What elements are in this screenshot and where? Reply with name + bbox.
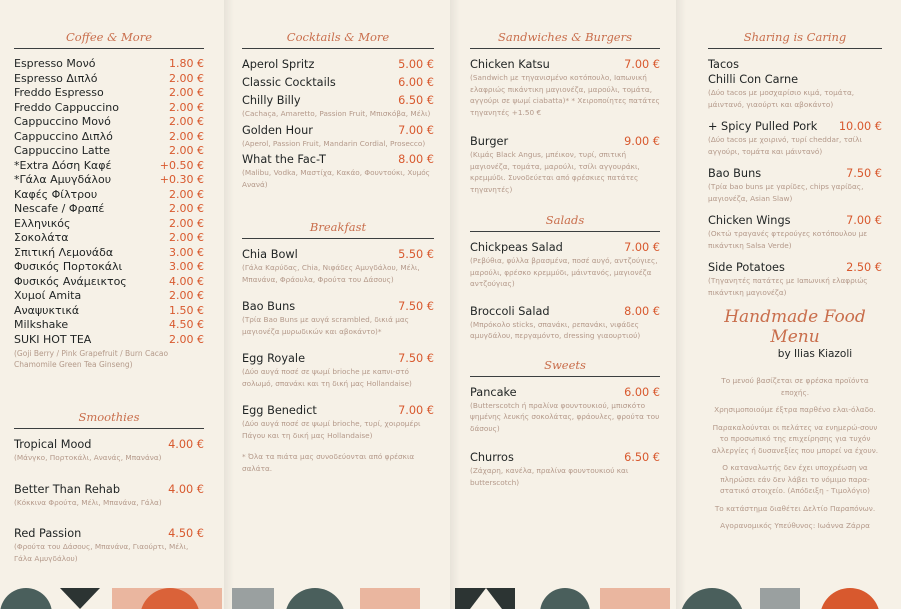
item-price: 8.00 € (624, 304, 660, 318)
item-description: (Δύο tacos με μοσχαρίσιο κιμά, τομάτα, μάιντανό, γιαούρτι και αβοκάντο) (708, 88, 855, 109)
item-price: +0.30 € (159, 173, 204, 186)
menu-item (470, 57, 660, 118)
decor-block (232, 588, 274, 609)
menu-item (242, 403, 434, 441)
menu-item (242, 123, 434, 150)
item-price: 8.00 € (398, 153, 434, 166)
item-description: (Τηγανητές πατάτες με Ιαπωνική ελαφριώς πικάντικη μαγιονέζα) (708, 276, 868, 297)
item-description: (Cachaça, Amaretto, Passion Fruit, Μπισκόβα, Μέλι) (242, 109, 431, 118)
item-description: (Sandwich με τηγανισμένο κοτόπουλο, Ιαπωνική ελαφριώς πικάντικη μαγιονέζα, μαρούλι, τομάτα, αγγούρι σε ψωμί ciabatta)* * Χειροποίητες πατάτες τηγανητές +1.50 € (470, 73, 660, 117)
menu-item (14, 304, 204, 319)
column-sharing (708, 28, 882, 538)
item-name: + Spicy Pulled Pork (708, 120, 818, 133)
menu-item (14, 130, 204, 145)
item-title-row (470, 240, 660, 255)
item-title-row (242, 123, 434, 138)
menu-item (14, 318, 204, 333)
item-title-row (470, 385, 660, 400)
item-title-row (242, 247, 434, 262)
coffee-list (14, 57, 204, 347)
coffee-heading: Coffee & More (65, 30, 153, 44)
item-name: Chicken Wings (708, 214, 791, 227)
menu-item (14, 86, 204, 101)
item-name: Chilly Billy (242, 94, 301, 107)
item-description: (Γάλα Καρύδας, Chia, Νιφάδες Αμυγδάλου, Μέλι, Μπανάνα, Φράουλα, Φρούτα του Δάσους) (242, 263, 420, 284)
item-description: (Οκτώ τραγανές φτερούγες κοτόπουλου με πικάντικη Salsa Verde) (708, 229, 868, 250)
item-name: Tacos Chilli Con Carne (708, 58, 799, 86)
sweets-heading: Sweets (544, 357, 586, 372)
item-name: Σοκολάτα (14, 231, 69, 244)
item-title-row (470, 134, 660, 149)
item-name: What the Fac-T (242, 153, 326, 166)
sharing-list (708, 57, 882, 298)
menu-item (470, 240, 660, 290)
divider (14, 428, 204, 429)
item-description: (Φρούτα του Δάσους, Μπανάνα, Γιαούρτι, Μέλι, Γάλα Αμυγδάλου) (14, 542, 189, 563)
menu-item (14, 437, 204, 464)
item-price: 6.00 € (624, 385, 660, 399)
item-price: 2.00 € (169, 187, 204, 201)
item-price: 6.50 € (398, 94, 434, 107)
item-name: Bao Buns (708, 167, 762, 180)
menu-item (708, 119, 882, 157)
decor-circle (285, 588, 345, 609)
item-title-row (470, 304, 660, 319)
item-price: 1.50 € (169, 303, 204, 317)
item-name: Cappuccino Μονό (14, 115, 111, 128)
decor-circle (680, 588, 744, 609)
menu-item (242, 299, 434, 337)
item-price: 2.00 € (169, 86, 204, 99)
item-price: 7.00 € (624, 58, 660, 71)
decor-circle (0, 588, 52, 609)
item-title-row (242, 75, 434, 90)
smoothies-heading: Smoothies (78, 410, 140, 424)
item-price: 7.50 € (398, 300, 434, 313)
item-name: Φυσικός Πορτοκάλι (14, 260, 123, 273)
item-name: Side Potatoes (708, 261, 785, 274)
byline: by Ilias Kiazoli (777, 348, 853, 360)
breakfast-list (242, 247, 434, 441)
item-description: (Τρία Bao Buns με αυγά scrambled, δικιά μας μαγιονέζα μυρωδικών και αβοκάντο)* (242, 315, 409, 336)
item-name: Cappuccino Latte (14, 144, 110, 157)
item-name: Golden Hour (242, 123, 313, 137)
item-price: 2.00 € (169, 100, 204, 114)
page-fold (676, 0, 686, 609)
item-title-row (242, 57, 434, 72)
info-paragraph: Παρακαλούνται οι πελάτες να ενημερώ-σουν το προσωπικό της επιχείρησης για τυχόν αλλεργίες ή δυσανεξίες που μπορεί να έχουν. (711, 422, 879, 455)
item-description: (Aperol, Passion Fruit, Mandarin Cordial, Prosecco) (242, 138, 426, 148)
item-title-row (242, 93, 434, 108)
item-title-row (242, 299, 434, 314)
salads-heading: Salads (545, 213, 585, 227)
item-title-row (708, 166, 882, 181)
item-name: Red Passion (14, 527, 82, 540)
menu-item (14, 72, 204, 87)
item-name: Classic Cocktails (242, 76, 336, 89)
sharing-heading: Sharing is Caring (743, 30, 847, 44)
item-name: Χυμοί Amita (14, 289, 82, 302)
menu-item (242, 152, 434, 190)
page-fold (224, 0, 234, 609)
item-name: Freddo Cappuccino (14, 100, 119, 114)
decor-block (600, 588, 670, 609)
item-name: *Γάλα Αμυγδάλου (14, 173, 112, 186)
item-name: Pancake (470, 385, 517, 399)
menu-item (242, 247, 434, 285)
item-price: 6.00 € (398, 76, 434, 89)
sandwiches-list (470, 57, 660, 195)
item-price: 2.00 € (169, 129, 204, 143)
item-price: 7.50 € (846, 167, 882, 180)
menu-item (242, 351, 434, 389)
item-name: *Extra Δόση Καφέ (14, 158, 112, 172)
item-name: Egg Benedict (242, 404, 317, 417)
item-price: 4.00 € (168, 438, 204, 451)
item-description: (Δύο αυγά ποσέ σε ψωμί brioche, τυρί, χοιρομέρι Πάγου και τη δική μας Hollandaise) (242, 419, 421, 440)
menu-item (14, 333, 204, 348)
item-price: 2.50 € (846, 261, 882, 274)
menu-item (14, 144, 204, 159)
item-price: 9.00 € (624, 135, 660, 148)
sandwiches-heading: Sandwiches & Burgers (497, 30, 633, 44)
cocktails-heading: Cocktails & More (286, 30, 390, 44)
item-price: 10.00 € (838, 120, 882, 133)
item-name: Aperol Spritz (242, 58, 315, 71)
item-title-row (14, 482, 204, 497)
column-sandwiches (470, 28, 660, 504)
item-price: 5.50 € (398, 248, 434, 261)
info-paragraph: Αγορανομικός Υπεύθυνος: Ιωάννα Ζάρρα (720, 521, 870, 530)
item-price: 4.00 € (168, 482, 204, 496)
item-title-row (14, 437, 204, 452)
item-name: Egg Royale (242, 352, 306, 365)
item-description: (Butterscotch ή πραλίνα φουντουκιού, μπισκότο ψημένης λευκής σοκολάτας, φράουλες, φρούτα του δάσους) (470, 400, 660, 433)
menu-item (14, 289, 204, 304)
sweets-list (470, 385, 660, 489)
menu-item (470, 134, 660, 195)
item-price: 2.00 € (169, 71, 204, 85)
item-price: 2.00 € (169, 289, 204, 302)
item-price: 2.00 € (169, 202, 204, 215)
menu-item (470, 450, 660, 488)
item-title-row (708, 260, 882, 275)
menu-item (470, 385, 660, 435)
item-name: Tropical Mood (14, 438, 92, 451)
page-fold (450, 0, 460, 609)
smoothies-list (14, 437, 204, 564)
divider (470, 48, 660, 49)
item-price: 2.00 € (169, 231, 204, 244)
divider (14, 48, 204, 49)
divider (470, 231, 660, 232)
column-cocktails (242, 28, 434, 474)
column-coffee (14, 28, 204, 582)
decor-triangle (60, 588, 100, 609)
divider (708, 48, 882, 49)
item-title-row (242, 152, 434, 167)
decor-triangle (470, 588, 502, 609)
menu-item (708, 166, 882, 204)
menu-item (708, 260, 882, 298)
item-title-row (470, 450, 660, 465)
menu-item (14, 101, 204, 116)
info-paragraphs (708, 375, 882, 532)
item-name: Burger (470, 135, 509, 148)
decor-circle (820, 588, 880, 609)
item-title-row (470, 57, 660, 72)
item-name: Nescafe / Φραπέ (14, 202, 105, 215)
decor-circle (540, 588, 590, 609)
item-name: Better Than Rehab (14, 482, 121, 496)
menu-item (14, 188, 204, 203)
menu-item (14, 202, 204, 217)
menu-item (14, 231, 204, 246)
item-description: (Ρεβύθια, φύλλα βρασμένα, ποσέ αυγό, αντζούγιες, μαρούλι, φρέσκο κρεμμύδι, μάιντανός, μαγιονέζα αντζούγιας) (470, 256, 658, 288)
menu-item (242, 57, 434, 72)
menu-item (14, 275, 204, 290)
item-title-row (708, 57, 882, 87)
item-description: (Ζάχαρη, κανέλα, πραλίνα φουντουκιού και butterscotch) (470, 466, 629, 487)
divider (242, 48, 434, 49)
menu-item (708, 213, 882, 251)
item-description: (Κόκκινα Φρούτα, Μέλι, Μπανάνα, Γάλα) (14, 497, 162, 507)
item-price: 5.00 € (398, 58, 434, 71)
item-description: (Μπρόκολο sticks, σπανάκι, ρεπανάκι, νιφάδες αμυγδάλου, περγαμόντο, dressing γιαουρτιού) (470, 319, 641, 340)
item-title-row (14, 526, 204, 541)
item-name: SUKI HOT TEA (14, 332, 92, 346)
item-price: 3.00 € (169, 260, 204, 273)
menu-item (242, 75, 434, 90)
item-price: 2.00 € (169, 144, 204, 157)
handmade-logo-title: Handmade Food Menu (724, 307, 866, 347)
info-paragraph: Το κατάστημα διαθέτει Δελτίο Παραπόνων. (714, 503, 876, 513)
menu-item (14, 173, 204, 188)
menu-item (708, 57, 882, 110)
item-name: Espresso Μονό (14, 57, 96, 70)
info-paragraph: Χρησιμοποιούμε έξτρα παρθένο ελαι-όλαδο. (714, 405, 876, 414)
tea-note: (Goji Berry / Pink Grapefruit / Burn Cacao Chamomile Green Tea Ginseng) (14, 349, 169, 369)
decorative-pattern (0, 588, 901, 609)
item-title-row (708, 213, 882, 228)
item-name: Chicken Katsu (470, 58, 550, 71)
item-price: 1.80 € (169, 57, 204, 70)
item-title-row (708, 119, 882, 134)
info-paragraph: Το μενού βασίζεται σε φρέσκα προϊόντα εποχής. (721, 376, 869, 397)
item-name: Milkshake (14, 318, 69, 331)
item-price: 7.00 € (846, 214, 882, 227)
info-paragraph: Ο καταναλωτής δεν έχει υποχρέωση να πληρώσει εάν δεν λάβει το νόμιμο παρα-στατικό στοιχείο. (Απόδειξη - Τιμολόγιο) (720, 463, 870, 495)
menu-item (14, 57, 204, 72)
menu-item (470, 304, 660, 342)
divider (242, 238, 434, 239)
item-name: Broccoli Salad (470, 304, 550, 318)
item-price: 7.00 € (398, 123, 434, 137)
item-description: (Malibu, Vodka, Μαστίχα, Κακάο, Φουντούκι, Χυμός Ανανά) (242, 168, 430, 189)
item-price: 7.50 € (398, 352, 434, 365)
menu-item (14, 115, 204, 130)
item-description: (Δύο tacos με χοιρινό, τυρί cheddar, τσίλι αγγούρι, τομάτα και μάιντανό) (708, 135, 862, 156)
item-name: Chia Bowl (242, 248, 298, 261)
item-description: (Τρία bao buns με γαρίδες, chips γαρίδας, μαγιονέζα, Asian Slaw) (708, 182, 864, 203)
menu-item (14, 217, 204, 232)
item-description: (Κιμάς Black Angus, μπέικον, τυρί, σπιτική μαγιονέζα, τομάτα, μαρούλι, τσίλι αγγουράκι, κρεμμύδι. Συνοδεύεται από φρέσκιες πατάτες τηγανητές) (470, 150, 640, 194)
item-price: 7.00 € (624, 241, 660, 254)
decor-block (360, 588, 420, 609)
item-name: Φυσικός Ανάμεικτος (14, 274, 127, 288)
item-description: (Μάνγκο, Πορτοκάλι, Ανανάς, Μπανάνα) (14, 453, 162, 462)
item-description: (Δύο αυγά ποσέ σε ψωμί brioche με καπνι-στό σολωμό, σπανάκι και τη δική μας Hollandaise) (242, 367, 412, 388)
item-price: 2.00 € (169, 115, 204, 128)
cocktails-list (242, 57, 434, 190)
item-name: Churros (470, 451, 514, 464)
item-name: Cappuccino Διπλό (14, 129, 113, 143)
item-name: Bao Buns (242, 300, 296, 313)
item-name: Αναψυκτικά (14, 303, 80, 317)
item-name: Σπιτική Λεμονάδα (14, 245, 114, 259)
menu-item (14, 526, 204, 564)
menu-item (14, 159, 204, 174)
menu-item (242, 93, 434, 120)
item-price: 2.00 € (169, 216, 204, 230)
item-name: Freddo Espresso (14, 86, 104, 99)
item-name: Ελληνικός (14, 216, 71, 230)
breakfast-note: * Όλα τα πιάτα μας συνοδεύονται από φρέσκια σαλάτα. (242, 452, 415, 473)
menu-item (14, 482, 204, 509)
menu-item (14, 246, 204, 261)
item-title-row (242, 351, 434, 366)
item-price: 6.50 € (624, 451, 660, 464)
decor-block (760, 588, 800, 609)
item-price: 4.00 € (169, 274, 204, 288)
item-price: 2.00 € (169, 332, 204, 346)
breakfast-heading: Breakfast (309, 220, 367, 234)
item-price: 4.50 € (168, 527, 204, 540)
item-price: +0.50 € (159, 158, 204, 172)
item-name: Chickpeas Salad (470, 241, 563, 254)
item-price: 7.00 € (398, 404, 434, 417)
menu-item (14, 260, 204, 275)
item-price: 3.00 € (169, 245, 204, 259)
item-title-row (242, 403, 434, 418)
salads-list (470, 240, 660, 342)
item-price: 4.50 € (169, 318, 204, 331)
item-name: Καφές Φίλτρου (14, 187, 98, 201)
item-name: Espresso Διπλό (14, 71, 98, 85)
divider (470, 376, 660, 377)
